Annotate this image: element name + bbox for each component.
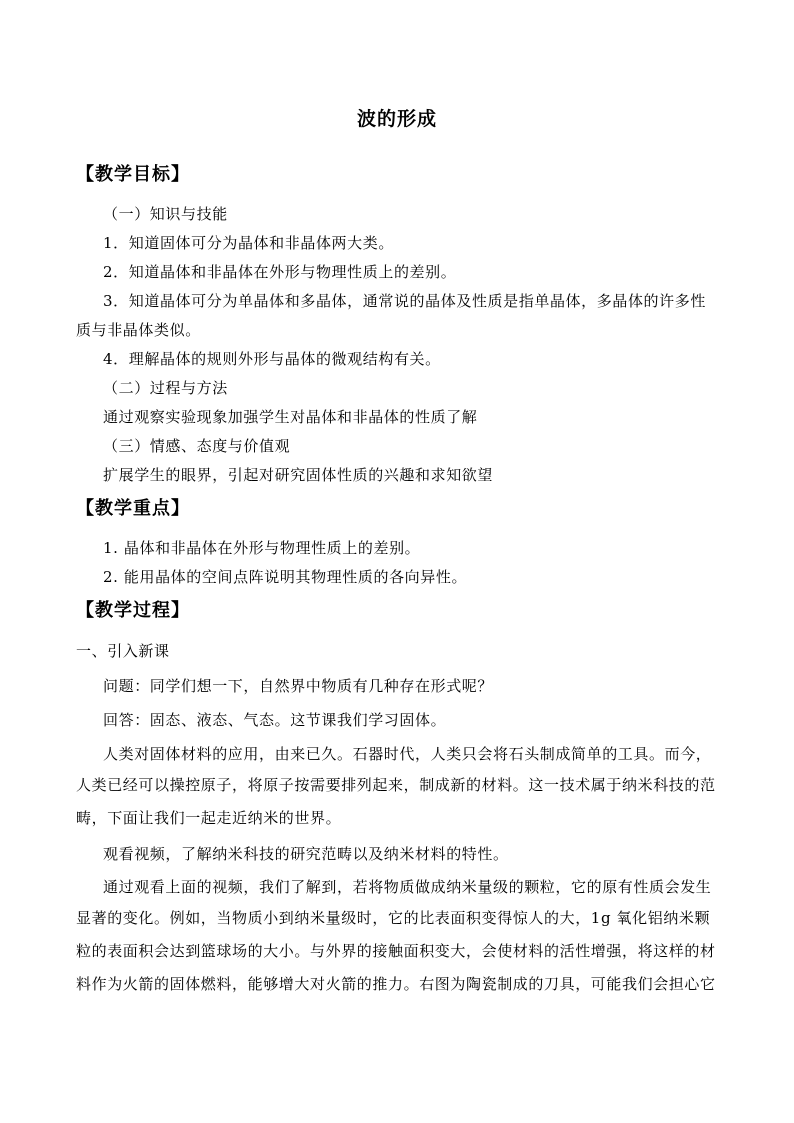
section-heading-key-points: 【教学重点】 — [76, 498, 190, 519]
objective-item-3-line-1: 3．知道晶体可分为单晶体和多晶体，通常说的晶体及性质是指单晶体，多晶体的许多性 — [103, 292, 706, 310]
process-paragraph-3-line-2: 显著的变化。例如，当物质小到纳米量级时，它的比表面积变得惊人的大，1g 氧化铝纳米颗 — [76, 909, 711, 927]
document-title: 波的形成 — [356, 108, 437, 130]
process-answer: 回答：固态、液态、气态。这节课我们学习固体。 — [103, 711, 447, 729]
process-paragraph-3-line-3: 粒的表面积会达到篮球场的大小。与外界的接触面积变大，会使材料的活性增强，将这样的材 — [76, 942, 716, 960]
objectives-subheading-knowledge: （一）知识与技能 — [103, 205, 228, 223]
objectives-subheading-attitude: （三）情感、态度与价值观 — [103, 437, 291, 455]
key-point-item-2: 2. 能用晶体的空间点阵说明其物理性质的各向异性。 — [103, 568, 468, 586]
process-paragraph-3-line-1: 通过观看上面的视频，我们了解到，若将物质做成纳米量级的颗粒，它的原有性质会发生 — [103, 878, 712, 896]
objective-item-2: 2．知道晶体和非晶体在外形与物理性质上的差别。 — [103, 263, 457, 281]
objectives-subheading-process: （二）过程与方法 — [103, 379, 228, 397]
process-question: 问题：同学们想一下，自然界中物质有几种存在形式呢？ — [103, 677, 494, 695]
process-paragraph-3-line-4: 料作为火箭的固体燃料，能够增大对火箭的推力。右图为陶瓷制成的刀具，可能我们会担心它 — [76, 975, 716, 993]
objective-item-1: 1．知道固体可分为晶体和非晶体两大类。 — [103, 234, 394, 252]
process-paragraph-1-line-2: 人类已经可以操控原子，将原子按需要排列起来，制成新的材料。这一技术属于纳米科技的范 — [76, 776, 716, 794]
section-heading-process: 【教学过程】 — [76, 600, 190, 621]
process-part-introduction: 一、引入新课 — [76, 642, 170, 660]
process-paragraph-1-line-3: 畴，下面让我们一起走近纳米的世界。 — [76, 809, 342, 827]
objective-item-3-line-2: 质与非晶体类似。 — [76, 321, 201, 339]
objectives-attitude-text: 扩展学生的眼界，引起对研究固体性质的兴趣和求知欲望 — [103, 466, 494, 484]
section-heading-objectives: 【教学目标】 — [76, 164, 190, 185]
key-point-item-1: 1. 晶体和非晶体在外形与物理性质上的差别。 — [103, 539, 421, 557]
process-paragraph-2: 观看视频，了解纳米科技的研究范畴以及纳米材料的特性。 — [103, 845, 509, 863]
process-paragraph-1-line-1: 人类对固体材料的应用，由来已久。石器时代，人类只会将石头制成简单的工具。而今， — [103, 745, 712, 763]
objectives-process-text: 通过观察实验现象加强学生对晶体和非晶体的性质了解 — [103, 408, 478, 426]
objective-item-4: 4．理解晶体的规则外形与晶体的微观结构有关。 — [103, 350, 441, 368]
